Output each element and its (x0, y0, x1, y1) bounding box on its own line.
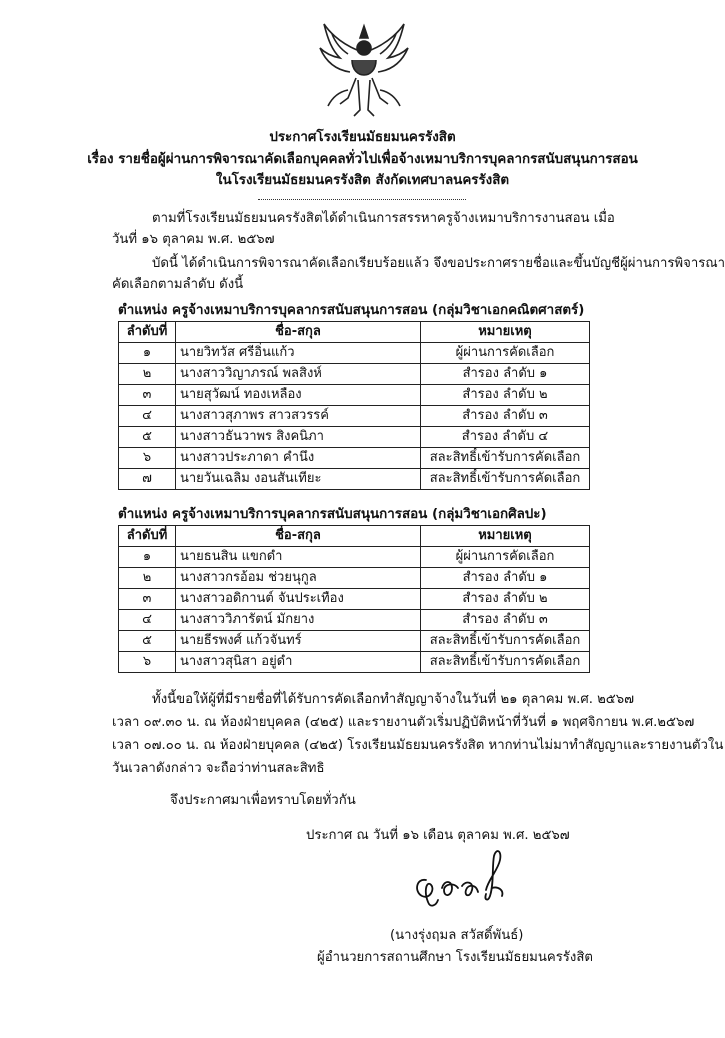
garuda-emblem-icon (318, 20, 410, 120)
cell-name: นายสุวัฒน์ ทองเหลือง (176, 385, 421, 406)
table-row (119, 364, 590, 385)
cell-remark: สำรอง ลำดับ ๔ (421, 427, 590, 448)
table-row (119, 652, 590, 673)
intro-p1-line2: วันที่ ๑๖ ตุลาคม พ.ศ. ๒๕๖๗ (112, 232, 275, 247)
cell-name: นายวิทวัส ศรีอิ่นแก้ว (176, 343, 421, 364)
cell-name: นางสาวธันวาพร สิงคนิภา (176, 427, 421, 448)
table2-caption: ตำแหน่ง ครูจ้างเหมาบริการบุคลากรสนับสนุนการสอน (กลุ่มวิชาเอกศิลปะ) (118, 507, 547, 522)
cell-order: ๓ (119, 589, 176, 610)
table-row (119, 448, 590, 469)
cell-order: ๒ (119, 568, 176, 589)
announcement-title: ประกาศโรงเรียนมัธยมนครรังสิต (269, 130, 456, 145)
column-header-remark: หมายเหตุ (421, 526, 590, 547)
cell-order: ๕ (119, 631, 176, 652)
cell-remark: สละสิทธิ์เข้ารับการคัดเลือก (421, 469, 590, 490)
column-header-order: ลำดับที่ (119, 322, 176, 343)
table-row (119, 568, 590, 589)
cell-order: ๔ (119, 610, 176, 631)
table1-caption: ตำแหน่ง ครูจ้างเหมาบริการบุคลากรสนับสนุนการสอน (กลุ่มวิชาเอกคณิตศาสตร์) (118, 303, 585, 318)
cell-remark: สำรอง ลำดับ ๓ (421, 610, 590, 631)
table-row (119, 406, 590, 427)
column-header-order: ลำดับที่ (119, 526, 176, 547)
closing-line4: วันเวลาดังกล่าว จะถือว่าท่านสละสิทธิ (112, 761, 325, 776)
intro-p1-line1: ตามที่โรงเรียนมัธยมนครรังสิตได้ดำเนินการสรรหาครูจ้างเหมาบริการงานสอน เมื่อ (152, 211, 615, 226)
cell-name: นางสาวสุภาพร สาวสวรรค์ (176, 406, 421, 427)
cell-name: นางสาววิญาภรณ์ พลสิงห์ (176, 364, 421, 385)
table-row (119, 385, 590, 406)
cell-order: ๖ (119, 448, 176, 469)
cell-remark: สำรอง ลำดับ ๒ (421, 385, 590, 406)
cell-remark: สละสิทธิ์เข้ารับการคัดเลือก (421, 631, 590, 652)
cell-order: ๖ (119, 652, 176, 673)
table-row (119, 610, 590, 631)
cell-name: นายธีรพงศ์ แก้วจันทร์ (176, 631, 421, 652)
column-header-name: ชื่อ-สกุล (176, 526, 421, 547)
table-art (118, 525, 590, 673)
cell-name: นางสาววิภารัตน์ มักยาง (176, 610, 421, 631)
table-row (119, 589, 590, 610)
cell-name: นางสาวสุนิสา อยู่ดำ (176, 652, 421, 673)
column-header-name: ชื่อ-สกุล (176, 322, 421, 343)
table-row (119, 427, 590, 448)
cell-name: นายวันเฉลิม งอนสันเทียะ (176, 469, 421, 490)
cell-name: นายธนสิน แขกดำ (176, 547, 421, 568)
announcement-subject-line2: ในโรงเรียนมัธยมนครรังสิต สังกัดเทศบาลนครรังสิต (215, 173, 510, 188)
table-row (119, 547, 590, 568)
intro-p2-line1: บัดนี้ ได้ดำเนินการพิจารณาคัดเลือกเรียบร้อยแล้ว จึงขอประกาศรายชื่อและขึ้นบัญชีผู้ผ่านการพิจารณา (152, 256, 725, 271)
cell-remark: สำรอง ลำดับ ๓ (421, 406, 590, 427)
cell-order: ๑ (119, 547, 176, 568)
announcement-subject: เรื่อง รายชื่อผู้ผ่านการพิจารณาคัดเลือกบุคคลทั่วไปเพื่อจ้างเหมาบริการบุคลากรสนับสนุนการสอน (87, 152, 638, 167)
table-row (119, 469, 590, 490)
cell-remark: สำรอง ลำดับ ๑ (421, 364, 590, 385)
cell-remark: สำรอง ลำดับ ๑ (421, 568, 590, 589)
table1-body (119, 343, 590, 490)
table-mathematics (118, 321, 590, 490)
cell-remark: ผู้ผ่านการคัดเลือก (421, 343, 590, 364)
announce-line: จึงประกาศมาเพื่อทราบโดยทั่วกัน (170, 793, 356, 808)
signer-title: ผู้อำนวยการสถานศึกษา โรงเรียนมัธยมนครรังสิต (317, 950, 593, 965)
cell-order: ๑ (119, 343, 176, 364)
closing-line3: เวลา ๐๗.๐๐ น. ณ ห้องฝ่ายบุคคล (๔๒๕) โรงเรียนมัธยมนครรังสิต หากท่านไม่มาทำสัญญาและรายงานตัวใน (112, 738, 724, 753)
table2-body (119, 547, 590, 673)
cell-remark: สละสิทธิ์เข้ารับการคัดเลือก (421, 448, 590, 469)
cell-order: ๕ (119, 427, 176, 448)
cell-name: นางสาวประภาดา คำนึง (176, 448, 421, 469)
signer-name: (นางรุ่งฤมล สวัสดิ์พันธ์) (390, 928, 524, 943)
cell-name: นางสาวอดิกานต์ จันประเทือง (176, 589, 421, 610)
cell-order: ๒ (119, 364, 176, 385)
cell-remark: สละสิทธิ์เข้ารับการคัดเลือก (421, 652, 590, 673)
cell-remark: สำรอง ลำดับ ๒ (421, 589, 590, 610)
cell-order: ๗ (119, 469, 176, 490)
cell-order: ๔ (119, 406, 176, 427)
table-row (119, 343, 590, 364)
closing-line1: ทั้งนี้ขอให้ผู้ที่มีรายชื่อที่ได้รับการคัดเลือกทำสัญญาจ้างในวันที่ ๒๑ ตุลาคม พ.ศ. ๒๕๖๗ (152, 692, 635, 707)
column-header-remark: หมายเหตุ (421, 322, 590, 343)
cell-name: นางสาวกรอ้อม ช่วยนุกูล (176, 568, 421, 589)
divider (258, 199, 466, 200)
intro-p2-line2: คัดเลือกตามลำดับ ดังนี้ (112, 277, 244, 292)
signature-icon (408, 840, 518, 920)
announcement-date: ประกาศ ณ วันที่ ๑๖ เดือน ตุลาคม พ.ศ. ๒๕๖๗ (306, 828, 570, 843)
table-row (119, 631, 590, 652)
cell-remark: ผู้ผ่านการคัดเลือก (421, 547, 590, 568)
closing-line2: เวลา ๐๙.๓๐ น. ณ ห้องฝ่ายบุคคล (๔๒๕) และรายงานตัวเริ่มปฏิบัติหน้าที่วันที่ ๑ พฤศจิกายน พ.ศ.๒๕๖๗ (112, 715, 695, 730)
cell-order: ๓ (119, 385, 176, 406)
